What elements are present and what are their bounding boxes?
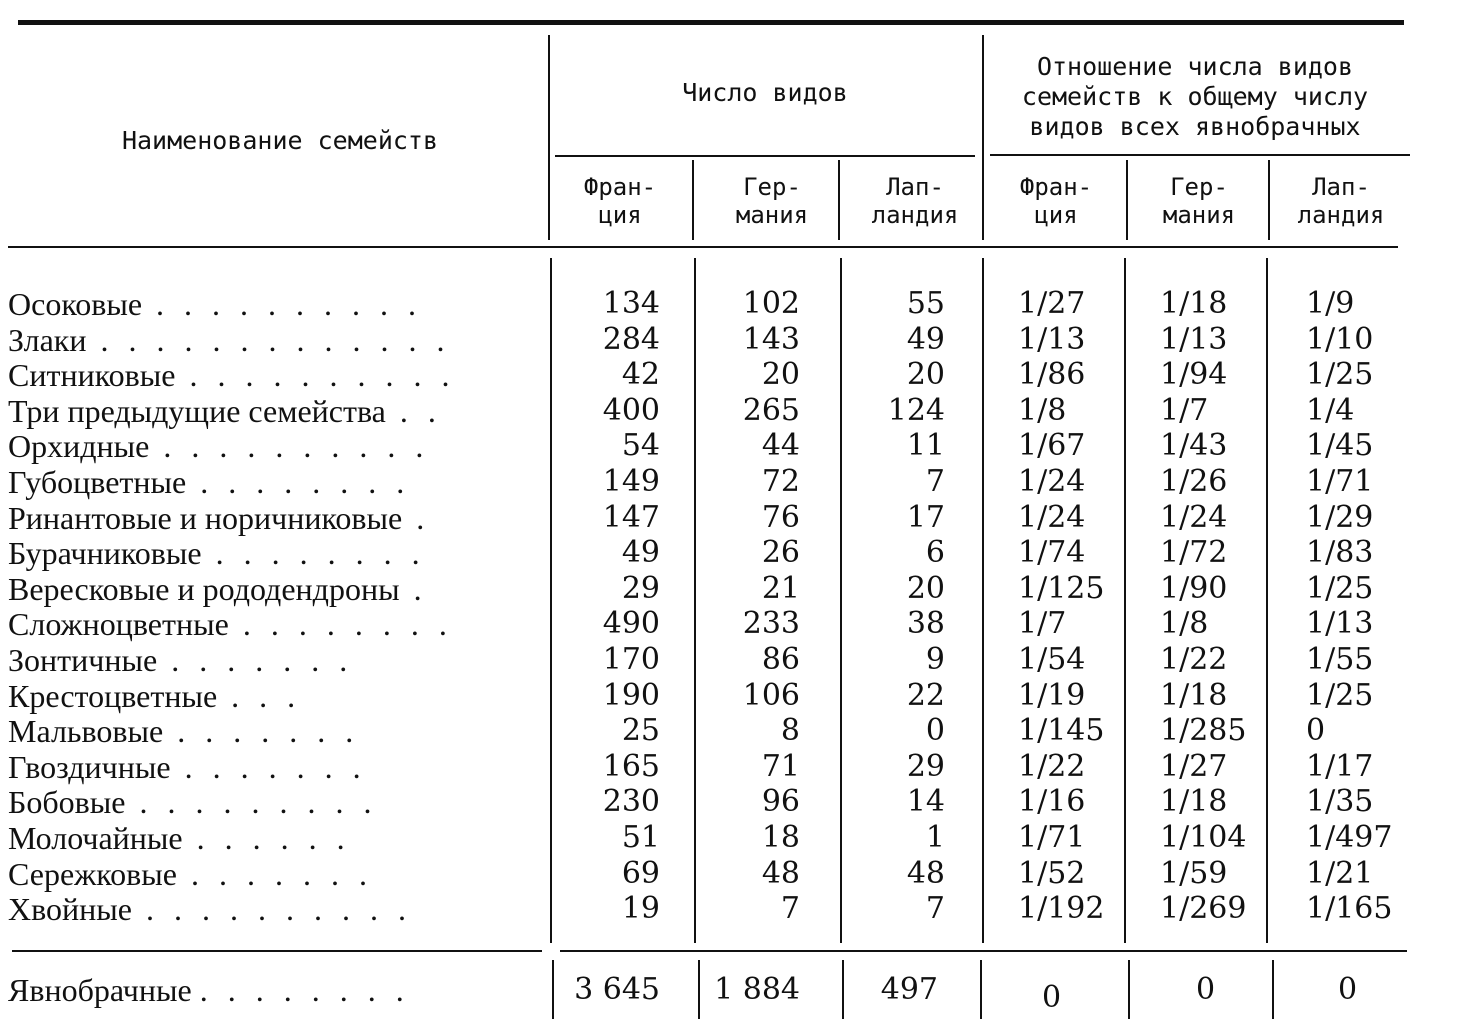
family-name-text: Орхидные [8, 428, 150, 465]
table-row [0, 856, 1469, 892]
count-france: 284 [602, 321, 660, 357]
family-name [8, 856, 538, 892]
total-lapland: 497 [880, 972, 938, 1007]
subheader-ratio-france: Фран- ция [1019, 173, 1093, 229]
total-label-cell [8, 972, 538, 1008]
count-france: 170 [602, 642, 660, 677]
count-lapland: 55 [906, 286, 945, 321]
ratio-france: 1/67 [1018, 428, 1086, 464]
family-name-text: Вересковые и рододендроны [8, 570, 400, 607]
ratio-france: 1/7 [1018, 606, 1067, 642]
table-row [0, 500, 1469, 536]
leader-dots: . . . . . . . . [199, 972, 410, 1008]
count-france: 25 [621, 713, 660, 749]
ratio-germany: 1/72 [1160, 535, 1228, 571]
ratio-france: 1/145 [1018, 713, 1105, 749]
ratio-germany: 1/8 [1160, 606, 1209, 642]
leader-dots: . . . . . . . . . [125, 784, 378, 821]
count-france: 69 [621, 855, 660, 891]
family-name [8, 642, 538, 678]
family-name-text: Сережковые [8, 855, 177, 892]
family-name [8, 678, 538, 714]
ratio-france: 1/86 [1018, 357, 1086, 393]
ratio-germany: 1/269 [1160, 891, 1247, 927]
table-row [0, 535, 1469, 571]
ratio-france: 1/54 [1018, 642, 1086, 677]
leader-dots: . . [385, 392, 442, 429]
total-label: Явнобрачные [8, 972, 192, 1008]
count-lapland: 9 [925, 642, 945, 677]
ratio-france: 1/192 [1018, 891, 1105, 927]
family-name [8, 322, 538, 358]
count-france: 230 [602, 784, 660, 820]
ratio-france: 1/24 [1018, 464, 1086, 499]
count-lapland: 6 [925, 535, 945, 571]
family-name-text: Мальвовые [8, 713, 164, 750]
family-name [8, 357, 538, 393]
count-france: 42 [621, 357, 660, 393]
family-name [8, 535, 538, 571]
family-name [8, 891, 538, 927]
ratio-france: 1/24 [1018, 499, 1086, 535]
column-divider [548, 35, 550, 240]
ratio-lapland: 1/25 [1306, 570, 1374, 606]
family-name [8, 428, 538, 464]
count-germany: 233 [742, 606, 800, 642]
table-row [0, 784, 1469, 820]
count-lapland: 29 [906, 748, 945, 784]
count-lapland: 20 [906, 570, 945, 606]
count-germany: 143 [742, 321, 800, 357]
count-lapland: 0 [925, 713, 945, 749]
column-divider [1126, 160, 1128, 240]
count-france: 134 [602, 286, 660, 321]
ratio-lapland: 0 [1306, 713, 1326, 749]
leader-dots: . [402, 499, 431, 536]
leader-dots: . . . . . . . [176, 855, 373, 892]
family-name-text: Злаки [8, 321, 87, 358]
ratio-germany: 1/26 [1160, 464, 1228, 499]
family-name [8, 713, 538, 749]
count-france: 147 [602, 499, 660, 535]
count-france: 49 [621, 535, 660, 571]
count-france: 54 [621, 428, 660, 464]
count-germany: 106 [742, 677, 800, 713]
total-ratio-lapland: 0 [1338, 972, 1358, 1007]
count-germany: 21 [761, 570, 800, 606]
leader-dots: . . . . . . . . [201, 535, 426, 572]
leader-dots: . . . . . . . . . . [131, 891, 412, 928]
ratio-lapland: 1/55 [1306, 642, 1374, 677]
family-name-text: Бобовые [8, 784, 126, 821]
family-name [8, 286, 538, 322]
ratio-germany: 1/90 [1160, 570, 1228, 606]
count-germany: 76 [761, 499, 800, 535]
count-france: 165 [602, 748, 660, 784]
count-lapland: 17 [906, 499, 945, 535]
total-france: 3 645 [574, 972, 660, 1007]
family-name-text: Ринантовые и норичниковые [8, 499, 403, 536]
table-row [0, 749, 1469, 785]
footer-rule [12, 950, 542, 952]
table-row [0, 464, 1469, 500]
count-lapland: 48 [906, 855, 945, 891]
ratio-germany: 1/27 [1160, 748, 1228, 784]
count-france: 400 [602, 392, 660, 428]
header-families: Наименование семейств [121, 126, 439, 155]
family-name-text: Молочайные [8, 820, 183, 856]
family-name [8, 606, 538, 642]
family-name [8, 464, 538, 500]
subheader-lapland: Лап- ландия [871, 173, 959, 229]
count-lapland: 38 [906, 606, 945, 642]
ratio-france: 1/16 [1018, 784, 1086, 820]
table-row [0, 678, 1469, 714]
count-germany: 7 [780, 891, 800, 927]
count-germany: 48 [761, 855, 800, 891]
table-row [0, 642, 1469, 678]
ratio-lapland: 1/497 [1306, 820, 1393, 855]
leader-dots: . . . . . . . . . . [149, 428, 430, 465]
count-germany: 72 [761, 464, 800, 499]
family-name [8, 749, 538, 785]
ratio-france: 1/52 [1018, 855, 1086, 891]
count-france: 490 [602, 606, 660, 642]
count-lapland: 11 [906, 428, 945, 464]
ratio-lapland: 1/13 [1306, 606, 1374, 642]
ratio-france: 1/8 [1018, 392, 1067, 428]
family-name-text: Губоцветные [8, 464, 187, 500]
ratio-france: 1/74 [1018, 535, 1086, 571]
subheader-rule [990, 154, 1410, 156]
subheader-rule [555, 155, 975, 157]
ratio-germany: 1/285 [1160, 713, 1247, 749]
ratio-lapland: 1/10 [1306, 321, 1374, 357]
family-name-text: Ситниковые [8, 357, 176, 394]
footer-rule [560, 950, 1407, 952]
family-name-text: Зонтичные [8, 642, 158, 678]
count-lapland: 22 [906, 677, 945, 713]
family-name-text: Сложноцветные [8, 606, 229, 643]
ratio-france: 1/22 [1018, 748, 1086, 784]
leader-dots: . . . . . . . . . . [175, 357, 456, 394]
count-france: 51 [621, 820, 660, 855]
ratio-france: 1/19 [1018, 677, 1086, 713]
count-germany: 18 [761, 820, 800, 855]
ratio-lapland: 1/165 [1306, 891, 1393, 927]
ratio-france: 1/27 [1018, 286, 1086, 321]
table-total-row [0, 972, 1469, 1015]
ratio-lapland: 1/35 [1306, 784, 1374, 820]
family-name-text: Хвойные [8, 891, 132, 928]
total-ratio-france: 0 [1042, 980, 1062, 1015]
leader-dots: . . . . . . . . . . [142, 286, 423, 322]
subheader-ratio-germany: Гер- мания [1162, 173, 1236, 229]
ratio-germany: 1/24 [1160, 499, 1228, 535]
family-name-text: Гвоздичные [8, 748, 171, 785]
column-divider [1268, 160, 1270, 240]
count-germany: 20 [761, 357, 800, 393]
count-germany: 265 [742, 392, 800, 428]
table-row [0, 571, 1469, 607]
table-row [0, 286, 1469, 322]
leader-dots: . . . . . . [182, 820, 351, 856]
family-name [8, 500, 538, 536]
count-lapland: 1 [925, 820, 945, 855]
header-rule [8, 246, 1398, 248]
ratio-lapland: 1/45 [1306, 428, 1374, 464]
table-row [0, 393, 1469, 429]
ratio-france: 1/13 [1018, 321, 1086, 357]
table-row [0, 820, 1469, 856]
leader-dots: . . . . . . . [170, 748, 367, 785]
ratio-lapland: 1/17 [1306, 748, 1374, 784]
subheader-france: Фран- ция [583, 173, 657, 229]
count-france: 149 [602, 464, 660, 499]
table-row [0, 428, 1469, 464]
family-name-text: Осоковые [8, 286, 143, 322]
total-germany: 1 884 [714, 972, 800, 1007]
count-germany: 71 [761, 748, 800, 784]
count-france: 190 [602, 677, 660, 713]
ratio-germany: 1/18 [1160, 677, 1228, 713]
ratio-france: 1/125 [1018, 570, 1105, 606]
table-row [0, 357, 1469, 393]
family-name [8, 784, 538, 820]
ratio-germany: 1/22 [1160, 642, 1228, 677]
count-lapland: 7 [925, 891, 945, 927]
count-germany: 96 [761, 784, 800, 820]
ratio-lapland: 1/29 [1306, 499, 1374, 535]
family-name [8, 571, 538, 607]
top-rule [18, 20, 1404, 25]
count-lapland: 14 [906, 784, 945, 820]
family-name [8, 820, 538, 856]
ratio-germany: 1/18 [1160, 286, 1228, 321]
ratio-germany: 1/7 [1160, 392, 1209, 428]
count-lapland: 7 [925, 464, 945, 499]
leader-dots: . . . . . . . [163, 713, 360, 750]
count-germany: 8 [780, 713, 800, 749]
ratio-lapland: 1/25 [1306, 677, 1374, 713]
count-germany: 44 [761, 428, 800, 464]
ratio-lapland: 1/71 [1306, 464, 1374, 499]
leader-dots: . . . . . . . [157, 642, 354, 678]
table-row [0, 713, 1469, 749]
column-divider [982, 35, 984, 240]
ratio-lapland: 1/9 [1306, 286, 1355, 321]
count-germany: 86 [761, 642, 800, 677]
leader-dots: . . . [217, 677, 302, 714]
count-france: 29 [621, 570, 660, 606]
ratio-germany: 1/94 [1160, 357, 1228, 393]
ratio-lapland: 1/83 [1306, 535, 1374, 571]
table-row [0, 322, 1469, 358]
ratio-lapland: 1/4 [1306, 392, 1355, 428]
count-lapland: 20 [906, 357, 945, 393]
family-name [8, 393, 538, 429]
header-species-count: Число видов [682, 78, 848, 107]
ratio-germany: 1/59 [1160, 855, 1228, 891]
ratio-germany: 1/13 [1160, 321, 1228, 357]
ratio-lapland: 1/25 [1306, 357, 1374, 393]
subheader-germany: Гер- мания [735, 173, 809, 229]
leader-dots: . . . . . . . . [186, 464, 411, 500]
table-row [0, 606, 1469, 642]
family-name-text: Бурачниковые [8, 535, 202, 572]
ratio-germany: 1/18 [1160, 784, 1228, 820]
total-ratio-germany: 0 [1196, 972, 1216, 1007]
header-ratio: Отношение числа видов семейств к общему числу видов всех явнобрачных [1021, 52, 1369, 141]
leader-dots: . . . . . . . . [228, 606, 453, 643]
ratio-germany: 1/43 [1160, 428, 1228, 464]
leader-dots: . . . . . . . . . . . . . [86, 321, 451, 358]
family-name-text: Три предыдущие семейства [8, 392, 386, 429]
ratio-lapland: 1/21 [1306, 855, 1374, 891]
ratio-germany: 1/104 [1160, 820, 1247, 855]
column-divider [692, 160, 694, 240]
count-france: 19 [621, 891, 660, 927]
table-row [0, 891, 1469, 927]
column-divider [838, 160, 840, 240]
count-lapland: 124 [887, 392, 945, 428]
leader-dots: . [399, 570, 428, 607]
subheader-ratio-lapland: Лап- ландия [1297, 173, 1385, 229]
ratio-france: 1/71 [1018, 820, 1086, 855]
count-lapland: 49 [906, 321, 945, 357]
count-germany: 26 [761, 535, 800, 571]
family-name-text: Крестоцветные [8, 677, 218, 714]
count-germany: 102 [742, 286, 800, 321]
